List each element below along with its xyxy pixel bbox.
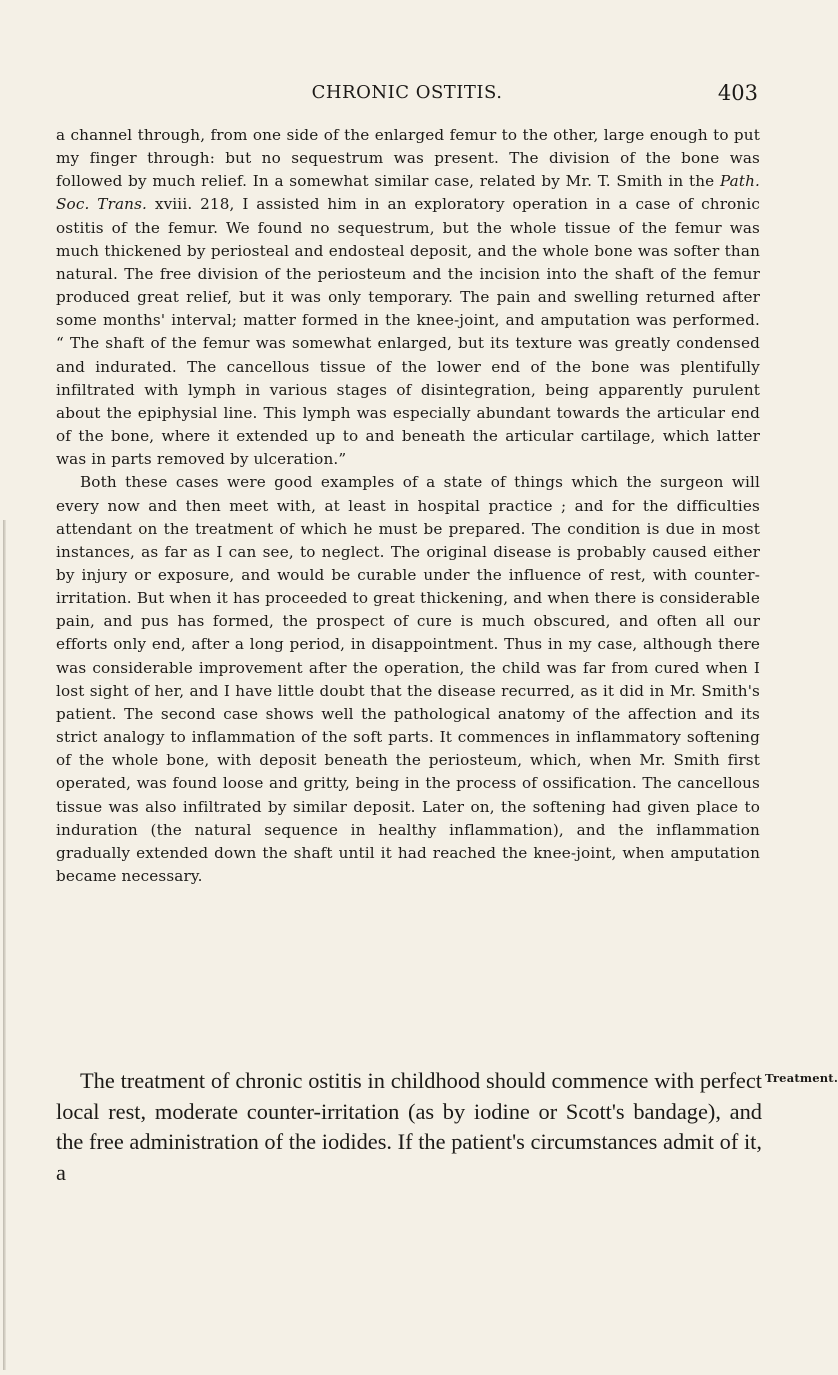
treatment-paragraph: The treatment of chronic ostitis in childhood should commence with perfect local rest, moderate counter-irritation (as by iodine or Scott's bandage), and the free administration of the iodides. If the patient's circumstances admit of it, a [56,1068,762,1185]
paragraph-1 [56,124,760,471]
body-text [56,124,760,888]
page-header [56,82,758,108]
journal-reference: Path. Soc. Trans. [56,172,760,214]
margin-note-treatment: Treatment. [765,1071,838,1085]
running-title: CHRONIC OSTITIS. [311,82,503,103]
paragraph-1-text-b: xviii. 218, I assisted him in an exploratory operation in a case of chronic ostitis of the femur. We found no sequestrum, but the whole tissue of the femur was much thickened by periosteal and endosteal deposit, and the whole bone was softer than natural. The free division of the periosteum and the incision into the shaft of the femur produced great relief, but it was only temporary. The pain and swelling returned after some months' interval; matter formed in the knee-joint, and amputation was performed. “ The shaft of the femur was somewhat enlarged, but its texture was greatly condensed and indurated. The cancellous tissue of the lower end of the bone was plentifully infiltrated with lymph in various stages of disintegration, being apparently purulent about the epiphysial line. This lymph was especially abundant towards the articular end of the bone, where it extended up to and beneath the articular cartilage, which latter was in parts removed by ulceration.” [56,195,760,469]
page-number: 403 [717,81,758,105]
treatment-section [56,1066,762,1188]
paragraph-1-text-a: a channel through, from one side of the enlarged femur to the other, large enough to put my finger through: but no sequestrum was present. The division of the bone was followed by much relief. In a somewhat similar case, related by Mr. T. Smith in the [56,126,760,191]
binding-shadow [3,520,6,1370]
paragraph-2: Both these cases were good examples of a state of things which the surgeon will every now and then meet with, at least in hospital practice ; and for the difficulties attendant on the treatment of which he must be prepared. The condition is due in most instances, as far as I can see, to neglect. The original disease is probably caused either by injury or exposure, and would be curable under the influence of rest, with counter-irritation. But when it has proceeded to great thickening, and when there is considerable pain, and pus has formed, the prospect of cure is much obscured, and often all our efforts only end, after a long period, in disappointment. Thus in my case, although there was considerable improvement after the operation, the child was far from cured when I lost sight of her, and I have little doubt that the disease recurred, as it did in Mr. Smith's patient. The second case shows well the pathological anatomy of the affection and its strict analogy to inflammation of the soft parts. It commences in inflammatory softening of the whole bone, with deposit beneath the periosteum, which, when Mr. Smith first operated, was found loose and gritty, being in the process of ossification. The cancellous tissue was also infiltrated by similar deposit. Later on, the softening had given place to induration (the natural sequence in healthy inflammation), and the inflammation gradually extended down the shaft until it had reached the knee-joint, when amputation became necessary. [56,473,760,885]
